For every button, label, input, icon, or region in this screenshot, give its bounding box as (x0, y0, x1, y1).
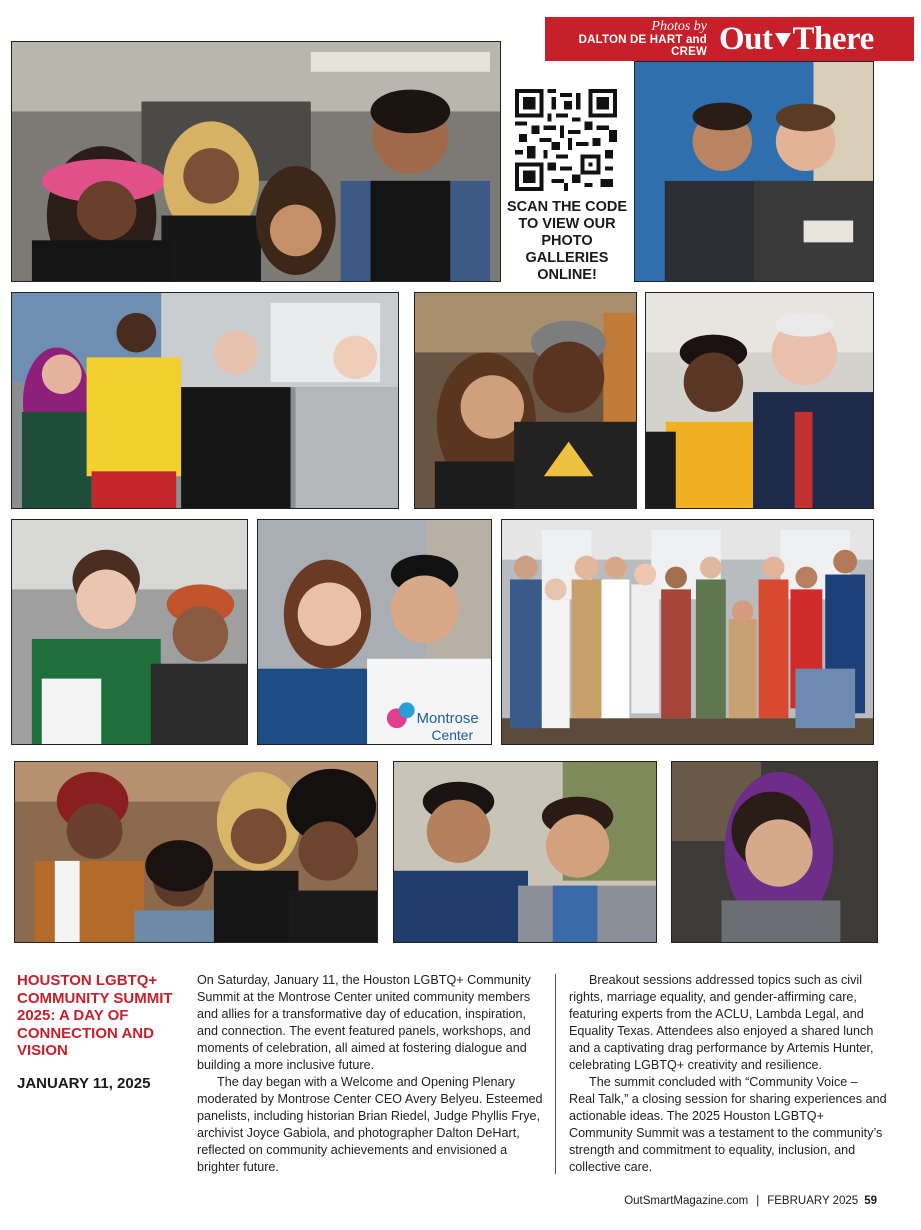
montrose-shirt-text: Montrose (416, 711, 479, 728)
paragraph-2: The day began with a Welcome and Opening Plenary moderated by Montrose Center CEO Avery Belyeu. Esteemed panelists, including historian Brian Riedel, Judge Phyllis Frye, archivist Joyce Gabiola, and photographer Dalton DeHart, reflected on community achievements and envisioned a brighter future. (197, 1075, 543, 1174)
photo-credit (545, 20, 713, 59)
logo-there: There (792, 20, 874, 57)
article-headline: HOUSTON LGBTQ+ COMMUNITY SUMMIT 2025: A DAY OF CONNECTION AND VISION (17, 972, 173, 1060)
paragraph-3: Breakout sessions addressed topics such as civil rights, marriage equality, and gender-affirming care, featuring experts from the ACLU, Lambda Legal, and Equality Texas. Attendees also enjoyed a shared lunch and a captivating drag performance by Artemis Hunter, celebrating LGBTQ+ creativity and resilience. (569, 973, 874, 1072)
photo-7 (257, 519, 492, 745)
qr-code-icon[interactable] (515, 89, 617, 191)
photo-crew-label: DALTON DE HART and CREW (578, 34, 707, 59)
column-divider (555, 974, 556, 1174)
logo-out: Out (719, 20, 773, 57)
article-date: JANUARY 11, 2025 (17, 1075, 151, 1092)
article-column-1 (197, 972, 547, 1176)
photo-5 (645, 292, 874, 509)
photo-9 (14, 761, 378, 943)
center-shirt-text: Center (431, 727, 474, 744)
photo-1 (11, 41, 501, 282)
paragraph-4: The summit concluded with “Community Voice – Real Talk,” a closing session for sharing experiences and actionable ideas. The 2025 Houston LGBTQ+ Community Summit was a testament to the community’s strength and commitment to equality, inclusion, and collective care. (569, 1075, 887, 1174)
footer-issue: FEBRUARY 2025 (767, 1195, 859, 1207)
footer-separator: | (756, 1195, 760, 1207)
article-column-2 (569, 972, 887, 1176)
photo-4 (414, 292, 637, 509)
photo-6 (11, 519, 248, 745)
paragraph-1: On Saturday, January 11, the Houston LGBTQ+ Community Summit at the Montrose Center united community members and allies for a transformative day of education, inspiration, and connection. The event featured panels, workshops, and moments of celebration, all aimed at fostering dialogue and building a more inclusive future. (197, 973, 531, 1072)
photo-2 (634, 61, 874, 282)
photo-8 (501, 519, 874, 745)
footer-site[interactable]: OutSmartMagazine.com (624, 1195, 749, 1207)
logo-triangle-icon (775, 33, 791, 47)
photo-3 (11, 292, 399, 509)
header-banner (545, 17, 914, 61)
photos-by-label: Photos by (651, 18, 707, 34)
page-number: 59 (864, 1195, 877, 1207)
photo-10 (393, 761, 657, 943)
page-footer (624, 1195, 877, 1207)
section-logo (713, 21, 874, 58)
qr-caption: SCAN THE CODE TO VIEW OUR PHOTO GALLERIES ONLINE! (506, 199, 628, 283)
photo-11 (671, 761, 878, 943)
